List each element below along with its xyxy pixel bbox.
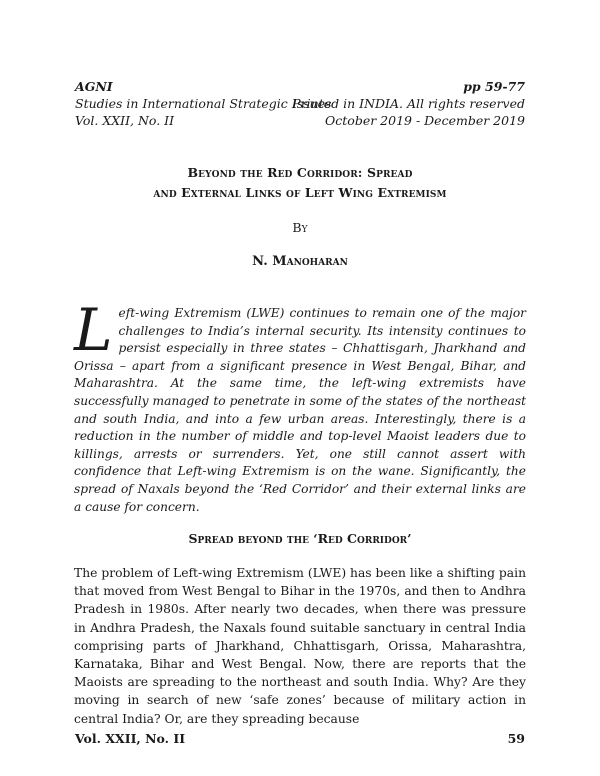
rights-notice: Printed in INDIA. All rights reserved <box>292 96 525 111</box>
footer-volume: Vol. XXII, No. II <box>75 731 186 746</box>
journal-name: AGNI <box>75 79 113 94</box>
abstract <box>74 296 526 516</box>
body-paragraph: The problem of Left-wing Extremism (LWE) has been like a shifting pain that moved from West Bengal to Bihar in the 1970s, and then to Andhra Pradesh in 1980s. After nearly two decades, when there was pressure in Andhra Pradesh, the Naxals found suitable sanctuary in central India comprising parts of Jharkhand, Chhattisgarh, Orissa, Maharashtra, Karnataka, Bihar and West Bengal. Now, there are reports that the Maoists are spreading to the northeast and south India. Why? Are they moving in search of new ‘safe zones’ because of military action in central India? Or, are they spreading because <box>74 566 526 726</box>
drop-cap: L <box>74 296 113 364</box>
page-range: pp 59-77 <box>463 79 525 94</box>
journal-volume: Vol. XXII, No. II <box>75 113 175 128</box>
section-heading: Spread beyond the ‘Red Corridor’ <box>188 531 412 546</box>
abstract-text: eft-wing Extremism (LWE) continues to remain one of the major challenges to India’s internal security. Its intensity continues to persist especially in three states – Chhattisgarh, Jharkhand and Orissa – apart from a significant presence in West Bengal, Bihar, and Maharashtra. At the same time, the left-wing extremists have successfully managed to penetrate in some of the states of the northeast and south India, and into a few urban areas. Interestingly, there is a reduction in the number of middle and top-level Maoist leaders due to killings, arrests or surrenders. Yet, one still cannot assert with confidence that Left-wing Extremism is on the wane. Significantly, the spread of Naxals beyond the ‘Red Corridor’ and their external links are a cause for concern. <box>74 306 526 514</box>
journal-subtitle: Studies in International Strategic Issues <box>75 96 332 111</box>
article-title <box>75 163 525 203</box>
byline-label: By <box>292 220 308 235</box>
author-name: N. Manoharan <box>252 254 348 269</box>
article-title-line-1: Beyond the Red Corridor: Spread <box>187 165 413 180</box>
issue-date: October 2019 - December 2019 <box>325 113 525 128</box>
article-title-line-2: and External Links of Left Wing Extremism <box>153 185 447 200</box>
footer-page-number: 59 <box>507 731 525 746</box>
header-right <box>292 78 525 129</box>
